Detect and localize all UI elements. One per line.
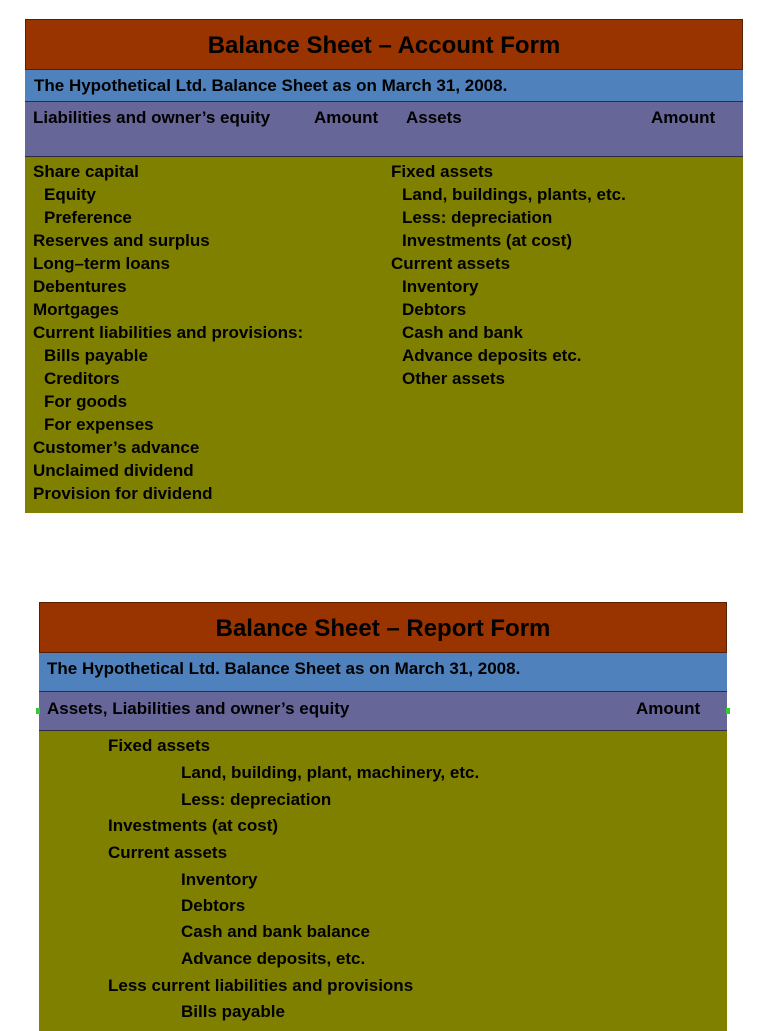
- liability-item: For expenses: [44, 415, 154, 434]
- report-form-subtitle: The Hypothetical Ltd. Balance Sheet as on March 31, 2008.: [39, 653, 727, 691]
- amount-left-header: Amount: [314, 108, 379, 127]
- liability-item: Unclaimed dividend: [33, 461, 194, 480]
- liability-item: Current liabilities and provisions:: [33, 323, 304, 342]
- asset-item: Inventory: [402, 277, 479, 296]
- liability-item: Mortgages: [33, 300, 119, 319]
- liability-item: Creditors: [44, 369, 120, 388]
- liability-item: Share capital: [33, 162, 139, 181]
- liability-item: Preference: [44, 208, 132, 227]
- report-form-header: [39, 691, 727, 731]
- liability-item: Debentures: [33, 277, 127, 296]
- asset-item: Fixed assets: [391, 162, 494, 181]
- report-item: Less current liabilities and provisions: [108, 976, 414, 995]
- account-form-header: [25, 101, 743, 157]
- report-form-title: Balance Sheet – Report Form: [39, 602, 727, 653]
- report-item: Land, building, plant, machinery, etc.: [181, 763, 480, 782]
- asset-item: Less: depreciation: [402, 208, 553, 227]
- account-form-subtitle: The Hypothetical Ltd. Balance Sheet as on March 31, 2008.: [25, 70, 743, 101]
- asset-item: Land, buildings, plants, etc.: [402, 185, 626, 204]
- liability-item: Bills payable: [44, 346, 148, 365]
- selection-handle-left[interactable]: [36, 708, 40, 714]
- assets-header: Assets: [406, 108, 462, 127]
- liabilities-header: Liabilities and owner’s equity: [33, 108, 271, 127]
- report-form-slide: [39, 602, 727, 1031]
- asset-item: Other assets: [402, 369, 505, 388]
- asset-item: Advance deposits etc.: [402, 346, 582, 365]
- liability-item: Long–term loans: [33, 254, 170, 273]
- items-header: Assets, Liabilities and owner’s equity: [47, 699, 350, 718]
- report-item: Debtors: [181, 896, 246, 915]
- asset-item: Cash and bank: [402, 323, 523, 342]
- report-item: Current assets: [108, 843, 228, 862]
- amount-right-header: Amount: [651, 108, 716, 127]
- account-form-title: Balance Sheet – Account Form: [25, 19, 743, 70]
- report-item: Fixed assets: [108, 736, 211, 755]
- report-item: Bills payable: [181, 1002, 285, 1021]
- liability-item: Reserves and surplus: [33, 231, 210, 250]
- report-item: Advance deposits, etc.: [181, 949, 366, 968]
- report-item: Cash and bank balance: [181, 922, 370, 941]
- liability-item: For goods: [44, 392, 128, 411]
- report-item: Inventory: [181, 870, 258, 889]
- selection-handle-right[interactable]: [726, 708, 730, 714]
- report-item: Investments (at cost): [108, 816, 279, 835]
- liability-item: Provision for dividend: [33, 484, 213, 503]
- account-form-slide: [25, 19, 743, 513]
- asset-item: Investments (at cost): [402, 231, 573, 250]
- report-item: Less: depreciation: [181, 790, 332, 809]
- amount-header: Amount: [636, 699, 701, 718]
- asset-item: Debtors: [402, 300, 467, 319]
- report-form-body: [39, 731, 727, 1031]
- liability-item: Equity: [44, 185, 96, 204]
- asset-item: Current assets: [391, 254, 511, 273]
- account-form-body: [25, 157, 743, 513]
- liability-item: Customer’s advance: [33, 438, 200, 457]
